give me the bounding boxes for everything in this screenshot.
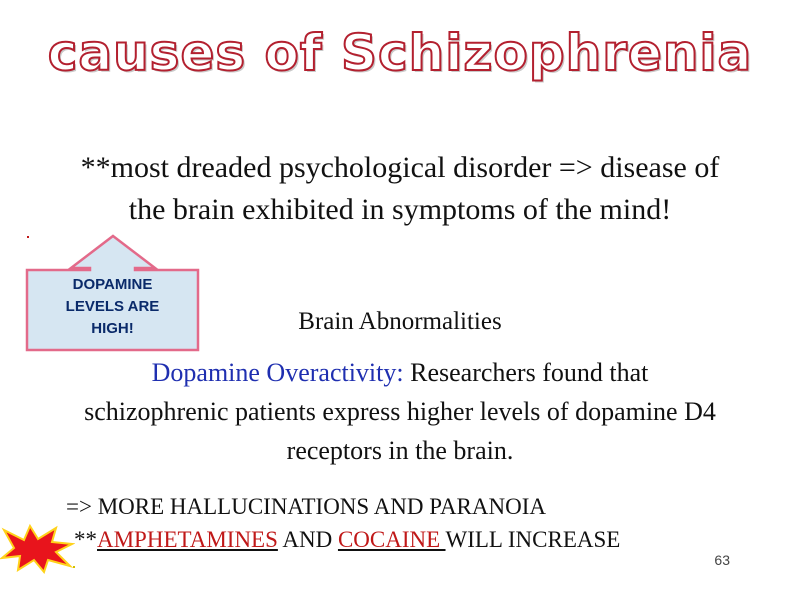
bottom-suffix: WILL INCREASE: [445, 527, 621, 552]
dopamine-term: Dopamine Overactivity:: [151, 358, 404, 387]
page-number: 63: [714, 552, 730, 568]
paragraph-body: Researchers found that schizophrenic patients express higher levels of dopamine D4 receptors in the brain.: [84, 358, 716, 465]
decor-dot: [73, 566, 75, 568]
bottom-prefix: **: [74, 527, 97, 552]
drug-cocaine: COCAINE: [337, 527, 446, 552]
bottom-line-1: => MORE HALLUCINATIONS AND PARANOIA: [66, 494, 547, 519]
bottom-line-2: [74, 527, 620, 553]
decor-dot: [27, 236, 29, 238]
callout-line-3: HIGH!: [91, 320, 134, 337]
dopamine-paragraph: [80, 353, 720, 470]
drug-amphetamines: AMPHETAMINES: [97, 527, 278, 552]
dopamine-callout: [25, 234, 200, 352]
callout-line-2: LEVELS ARE: [65, 298, 160, 315]
bottom-and: AND: [277, 527, 338, 552]
slide-title: causes of Schizophrenia: [47, 24, 753, 82]
sub-heading: Brain Abnormalities: [298, 308, 502, 335]
explosion-burst-icon: [0, 522, 75, 574]
callout-line-1: DOPAMINE: [72, 276, 153, 293]
lead-text: **most dreaded psychological disorder => disease of the brain exhibited in symptoms of the mind!: [80, 151, 720, 226]
